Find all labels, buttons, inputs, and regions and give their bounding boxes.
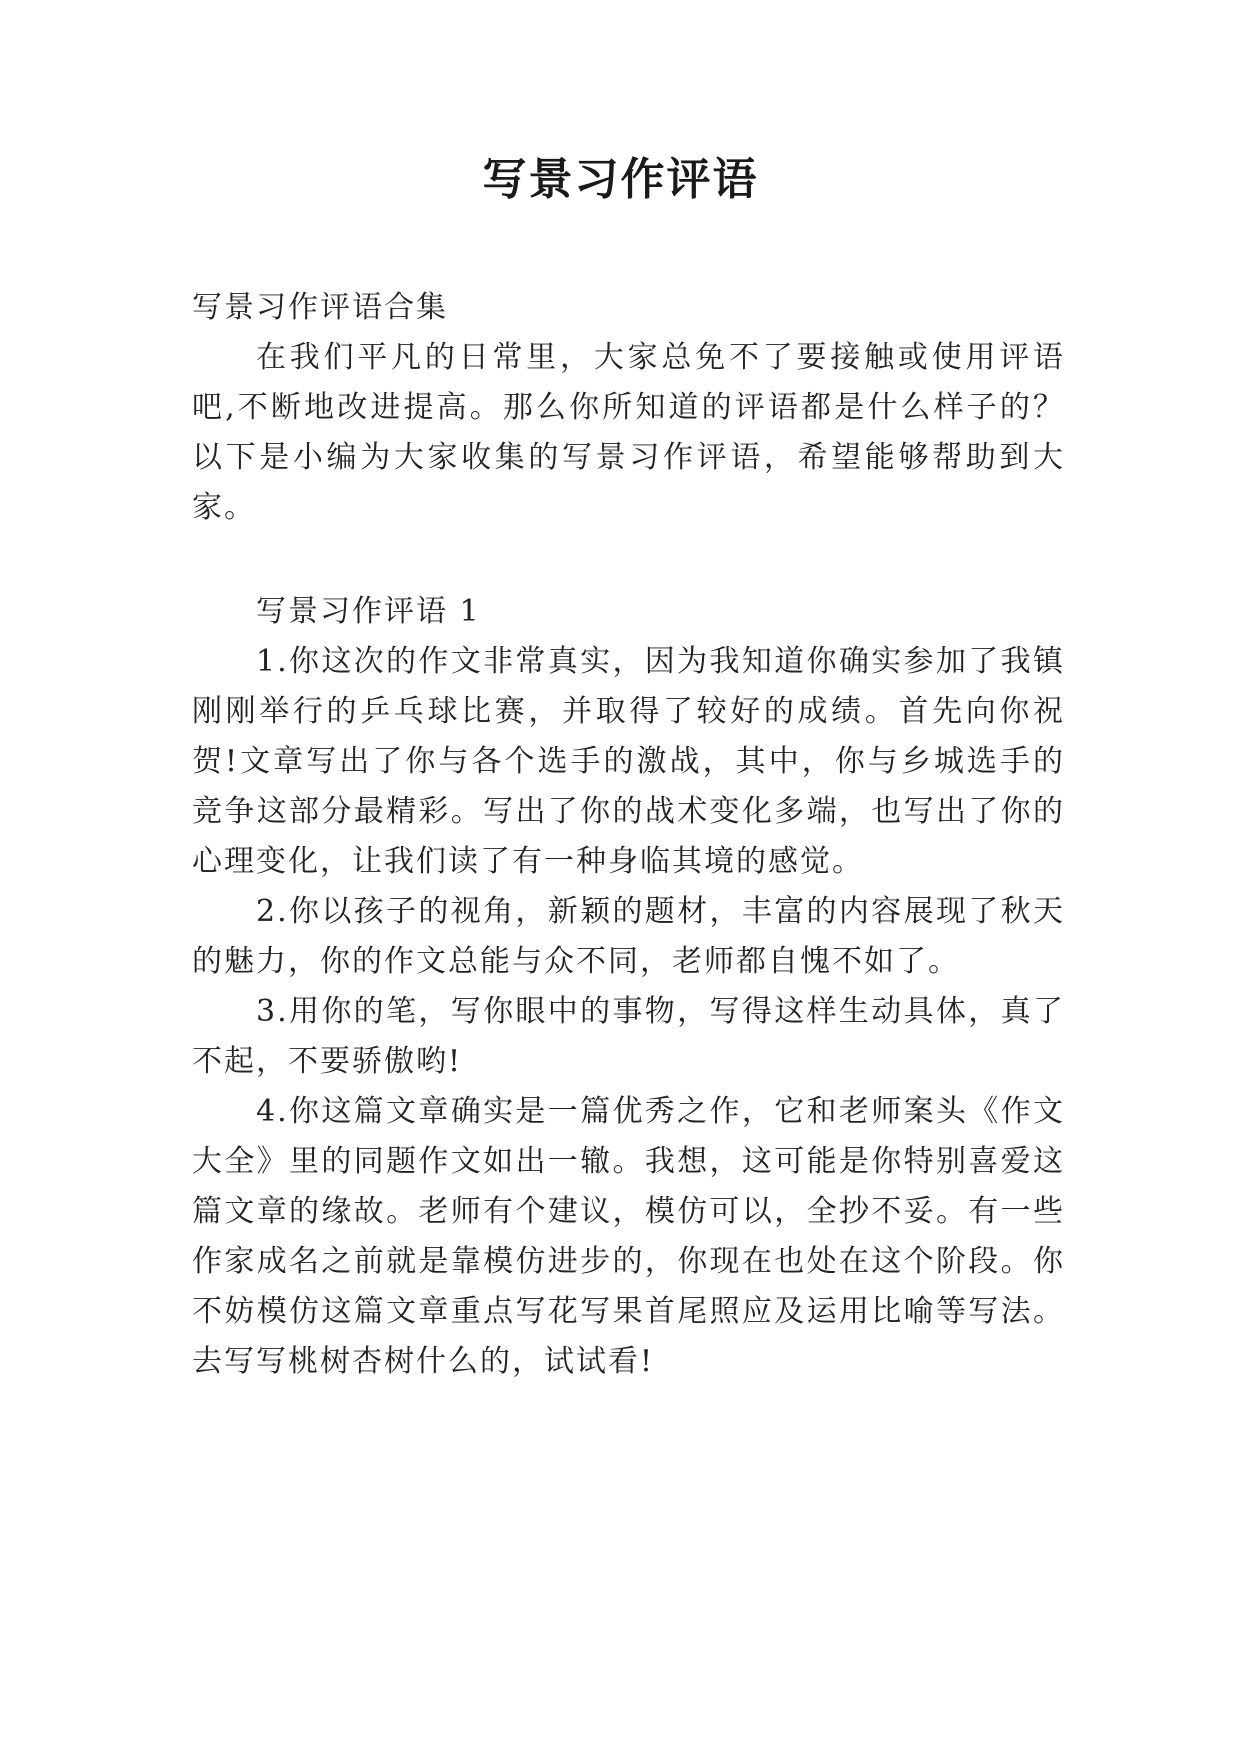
section-heading: 写景习作评语 1	[256, 594, 481, 629]
document-subtitle: 写景习作评语合集	[192, 290, 448, 325]
intro-paragraph: 在我们平凡的日常里，大家总免不了要接触或使用评语吧,不断地改进提高。那么你所知道的评语都是什么样子的？以下是小编为大家收集的写景习作评语，希望能够帮助到大家。	[192, 340, 1065, 525]
comment-item-3: 3.用你的笔，写你眼中的事物，写得这样生动具体，真了不起，不要骄傲哟!	[192, 994, 1065, 1079]
comment-item-4: 4.你这篇文章确实是一篇优秀之作，它和老师案头《作文大全》里的同题作文如出一辙。我想，这可能是你特别喜爱这篇文章的缘故。老师有个建议，模仿可以，全抄不妥。有一些作家成名之前就是靠模仿进步的，你现在也处在这个阶段。你不妨模仿这篇文章重点写花写果首尾照应及运用比喻等写法。去写写桃树杏树什么的，试试看!	[192, 1094, 1065, 1379]
comment-item-1: 1.你这次的作文非常真实，因为我知道你确实参加了我镇刚刚举行的乒乓球比赛，并取得了较好的成绩。首先向你祝贺!文章写出了你与各个选手的激战，其中，你与乡城选手的竞争这部分最精彩。写出了你的战术变化多端，也写出了你的心理变化，让我们读了有一种身临其境的感觉。	[192, 644, 1065, 879]
comment-item-2: 2.你以孩子的视角，新颖的题材，丰富的内容展现了秋天的魅力，你的作文总能与众不同，老师都自愧不如了。	[192, 894, 1065, 979]
document-body	[192, 283, 1065, 1387]
paragraph-spacer	[192, 533, 1065, 587]
document-title: 写景习作评语	[482, 154, 759, 205]
